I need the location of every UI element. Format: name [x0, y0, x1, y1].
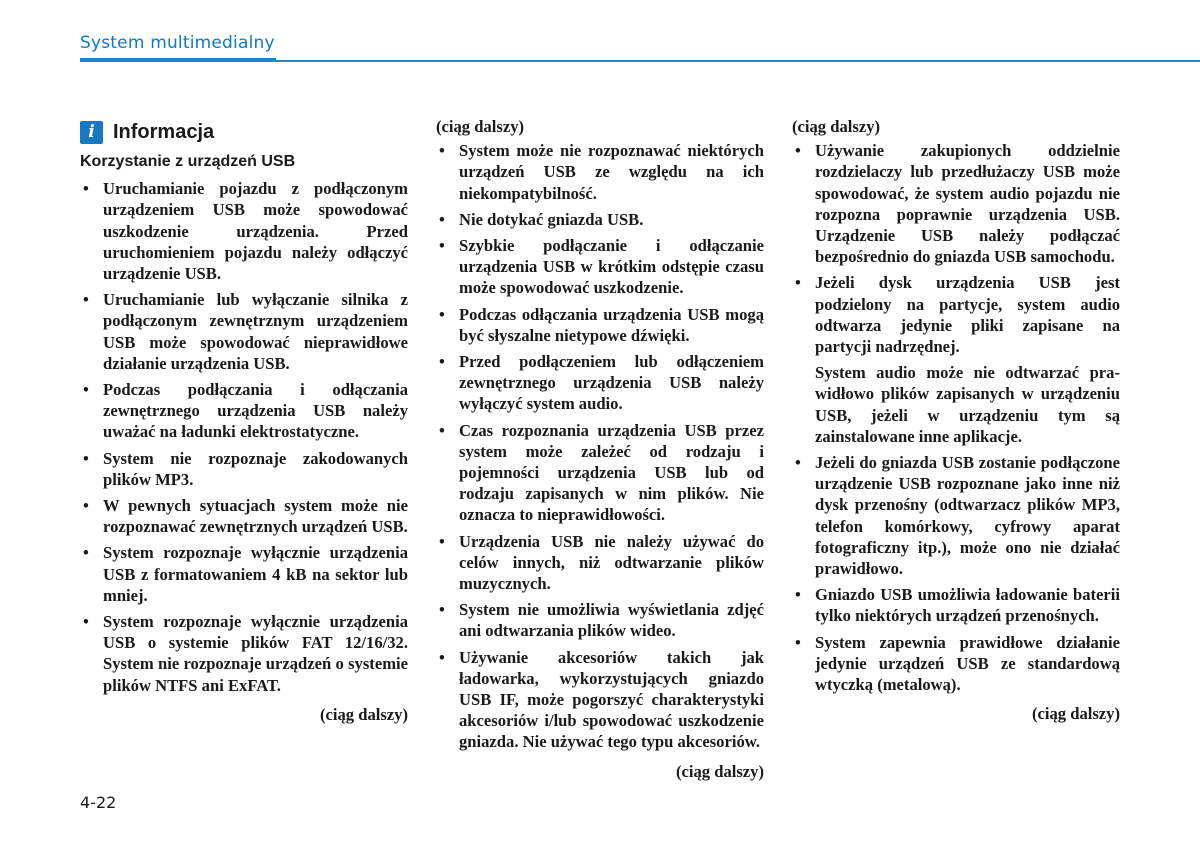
column-3 [792, 116, 1120, 724]
list-item: • Jeżeli do gniazda USB zostanie podłączone urządzenie USB rozpoznane jako inne niż dysk przenośny (odtwarzacz plików MP3, telefon komórkowy, cyfrowy aparat fotograficzny itp.), może ono nie działać prawidłowo. [792, 452, 1120, 579]
list-item: • System nie rozpoznaje zakodowanych plików MP3. [80, 448, 408, 490]
continued-label: (ciąg dalszy) [1031, 704, 1120, 724]
column-2 [436, 116, 764, 782]
list-item: • Przed podłączeniem lub odłączeniem zewnętrznego urządzenia USB należy wyłączyć system audio. [436, 351, 764, 415]
bullet-list-col3-rest [792, 452, 1120, 695]
list-item: • Uruchamianie pojazdu z podłączonym urządzeniem USB może spowodować uszkodzenie urządzenia. Przed uruchomieniem pojazdu należy odłączyć urządzenie USB. [80, 178, 408, 284]
continued-top-label: (ciąg dalszy) [436, 117, 525, 136]
info-icon: i [80, 121, 103, 144]
list-item: • W pewnych sytuacjach system może nie rozpoznawać zewnętrznych urządzeń USB. [80, 495, 408, 537]
list-item: • Szybkie podłączanie i odłączanie urządzenia USB w krótkim odstępie czasu może spowodować uszkodzenie. [436, 235, 764, 299]
list-item: • Używanie zakupionych oddzielnie rozdzielaczy lub przedłużaczy USB może spowodować, że system audio pojazdu nie rozpozna poprawnie urządzenia USB. Urządzenie USB należy podłączać bezpośrednio do gniazda USB samochodu. [792, 140, 1120, 267]
list-item: • System nie umożliwia wyświetlania zdjęć ani odtwarzania plików wideo. [436, 599, 764, 641]
info-title: Informacja [113, 120, 215, 143]
list-item: • Podczas odłączania urządzenia USB mogą być słyszalne nietypowe dźwięki. [436, 304, 764, 346]
list-item: • Jeżeli dysk urządzenia USB jest podzielony na partycje, system audio odtwarza jedynie pliki zapisane na partycji nadrzędnej. [792, 272, 1120, 357]
header-accent-bar [80, 58, 276, 62]
list-item: • System zapewnia prawidłowe działanie jedynie urządzeń USB ze standardową wtyczką (metalową). [792, 632, 1120, 696]
bullet-list-col1 [80, 178, 408, 696]
list-item: • Nie dotykać gniazda USB. [436, 209, 764, 230]
continued-label: (ciąg dalszy) [675, 761, 764, 781]
bullet-list-col3 [792, 140, 1120, 357]
list-item: • Uruchamianie lub wyłączanie silnika z podłączonym zewnętrznym urządzeniem USB może spowodować nieprawidłowe działanie urządzenia USB. [80, 289, 408, 374]
info-heading [80, 121, 408, 144]
list-item: • Podczas podłączania i odłączania zewnętrznego urządzenia USB należy uważać na ładunki elektrostatyczne. [80, 379, 408, 443]
list-item-continuation: System audio może nie odtwarzać prawidłowo plików zapisanych w urządzeniu USB, jeżeli w urządzeniu tym są zainstalowane inne aplikacje. [815, 363, 1120, 446]
list-item: • Urządzenia USB nie należy używać do celów innych, niż odtwarzanie plików muzycznych. [436, 531, 764, 595]
continued-label: (ciąg dalszy) [319, 704, 408, 724]
list-item: • Gniazdo USB umożliwia ładowanie baterii tylko niektórych urządzeń przenośnych. [792, 584, 1120, 626]
list-item: • System rozpoznaje wyłącznie urządzenia USB z formatowaniem 4 kB na sektor lub mniej. [80, 542, 408, 606]
list-item: • System może nie rozpoznawać niektórych urządzeń USB ze względu na ich niekompatybilność. [436, 140, 764, 204]
column-1 [80, 121, 408, 725]
info-subtitle: Korzystanie z urządzeń USB [80, 153, 296, 170]
list-item: • Czas rozpoznania urządzenia USB przez system może zależeć od rodzaju i pojemności urządzenia USB lub od rodzaju zapisanych w nim plików. Nie oznacza to nieprawidłowości. [436, 420, 764, 526]
section-title: System multimedialny [80, 33, 275, 53]
page-number: 4-22 [80, 793, 117, 812]
list-item: • Używanie akcesoriów takich jak ładowarka, wykorzystujących gniazdo USB IF, może pogorszyć charakterystyki akcesoriów i/lub spowodować uszkodzenie gniazda. Nie używać tego typu akcesoriów. [436, 647, 764, 753]
continued-top-label: (ciąg dalszy) [792, 117, 881, 136]
bullet-list-col2 [436, 140, 764, 752]
list-item: • System rozpoznaje wyłącznie urządzenia USB o systemie plików FAT 12/16/32. System nie rozpoznaje urządzeń o systemie plików NTFS ani ExFAT. [80, 611, 408, 696]
